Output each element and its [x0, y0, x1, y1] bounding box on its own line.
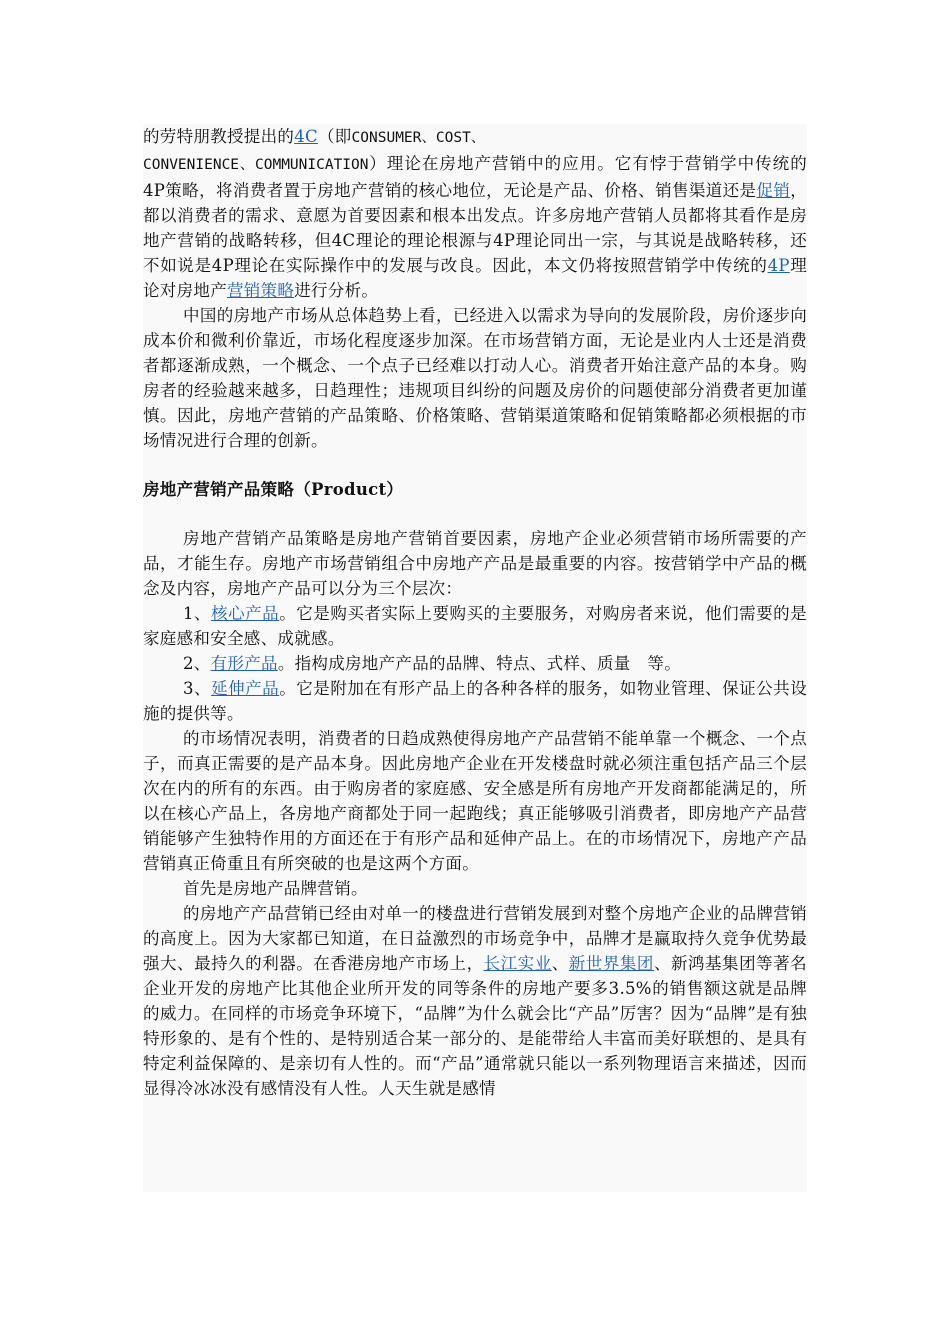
- paragraph-4c-theory: 的劳特朋教授提出的4C（即CONSUMER、COST、 CONVENIENCE、COMMUNICATION）理论在房地产营销中的应用。它有悖于营销学中传统的4P策略，将消费者置于房地产营销的核心地位，无论是产品、价格、销售渠道还是促销，都以消费者的需求、意愿为首要因素和根本出发点。许多房地产营销人员都将其看作是房地产营销的战略转移，但4C理论的理论根源与4P理论同出一宗，与其说是战略转移，还不如说是4P理论在实际操作中的发展与改良。因此，本文仍将按照营销学中传统的4P理论对房地产营销策略进行分析。: [143, 127, 808, 300]
- document-page: [143, 124, 807, 1192]
- link-4p[interactable]: 4P: [767, 256, 790, 275]
- link-new-world-group[interactable]: 新世界集团: [568, 954, 654, 973]
- section-heading-product: 房地产营销产品策略（Product）: [143, 480, 404, 499]
- paragraph-market-situation: 的市场情况表明，消费者的日趋成熟使得房地产产品营销不能单靠一个概念、一个点子，而真正需要的是产品本身。因此房地产企业在开发楼盘时就必须注重包括产品三个层次在内的所有的东西。由于购房者的家庭感、安全感是所有房地产开发商都能满足的，所以在核心产品上，各房地产商都处于同一起跑线；真正能够吸引消费者，即房地产产品营销能够产生独特作用的方面还在于有形产品和延伸产品上。在的市场情况下，房地产产品营销真正倚重且有所突破的也是这两个方面。: [143, 729, 807, 873]
- link-core-product[interactable]: 核心产品: [211, 604, 280, 623]
- link-tangible-product[interactable]: 有形产品: [210, 654, 278, 673]
- list-item-tangible-product: 2、有形产品。指构成房地产产品的品牌、特点、式样、质量 等。: [183, 654, 682, 673]
- list-item-core-product: 1、核心产品。它是购买者实际上要购买的主要服务，对购房者来说，他们需要的是家庭感和安全感、成就感。: [143, 604, 807, 648]
- link-promotion[interactable]: 促销: [756, 181, 791, 200]
- link-marketing-strategy[interactable]: 营销策略: [227, 281, 295, 300]
- paragraph-brand-marketing-intro: 首先是房地产品牌营销。: [183, 879, 368, 898]
- paragraph-product-strategy: 房地产营销产品策略是房地产营销首要因素，房地产企业必须营销市场所需要的产品，才能生存。房地产市场营销组合中房地产产品是最重要的内容。按营销学中产品的概念及内容，房地产产品可以分为三个层次：: [143, 529, 807, 598]
- link-extended-product[interactable]: 延伸产品: [211, 679, 280, 698]
- link-4c[interactable]: 4C: [294, 127, 318, 146]
- paragraph-market-trend: 中国的房地产市场从总体趋势上看，已经进入以需求为导向的发展阶段，房价逐步向成本价和微利价靠近，市场化程度逐步加深。在市场营销方面，无论是业内人士还是消费者都逐渐成熟，一个概念、一个点子已经难以打动人心。消费者开始注意产品的本身。购房者的经验越来越多，日趋理性；违规项目纠纷的问题及房价的问题使部分消费者更加谨慎。因此，房地产营销的产品策略、价格策略、营销渠道策略和促销策略都必须根据的市场情况进行合理的创新。: [143, 306, 807, 450]
- paragraph-brand-marketing: 的房地产产品营销已经由对单一的楼盘进行营销发展到对整个房地产企业的品牌营销的高度上。因为大家都已知道，在日益激烈的市场竞争中，品牌才是赢取持久竞争优势最强大、最持久的利器。在香港房地产市场上，长江实业、新世界集团、新鸿基集团等著名企业开发的房地产比其他企业所开发的同等条件的房地产要多3.5%的销售额这就是品牌的威力。在同样的市场竞争环境下，“品牌”为什么就会比“产品”厉害？因为“品牌”是有独特形象的、是有个性的、是特别适合某一部分的、是能带给人丰富而美好联想的、是具有特定利益保障的、是亲切有人性的。而“产品”通常就只能以一系列物理语言来描述，因而显得冷冰冰没有感情没有人性。人天生就是感情: [143, 904, 807, 1098]
- link-cheung-kong[interactable]: 长江实业: [483, 954, 552, 973]
- list-item-extended-product: 3、延伸产品。它是附加在有形产品上的各种各样的服务，如物业管理、保证公共设施的提供等。: [143, 679, 807, 723]
